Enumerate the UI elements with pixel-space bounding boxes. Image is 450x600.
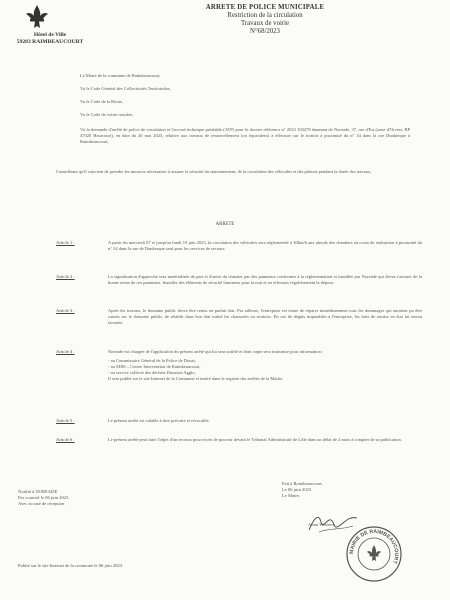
article-4-body [108,349,422,382]
article-5-label: Article 5 : [56,418,75,423]
decree-number: N°68/2023 [250,28,280,35]
article-3-text: Après les travaux, le domaine public devra être remis en parfait état. Par ailleurs, l'entreprise est tenue de réparer immédiatement tous les dommages qui auraient pu être causés sur le domaine public, de rétablir dans leur état initial les chaussées ou trottoirs. En cas de dégâts imputables à l'entreprise, les frais de remise en état lui seront facturés. [108,308,422,326]
notification-block [18,489,68,508]
hotel-line-2: 59283 RAIMBEAUCOURT [16,39,84,45]
decree-subtitle-1: Restriction de la circulation [227,12,303,19]
notification-line-1: Notifié à NOREADE [18,489,58,494]
article-6-text: Le présent arrêté peut faire l'objet d'un recours pour excès de pouvoir devant le Tribunal Administratif de Lille dans un délai de 2 mois à compter de sa publication. [108,437,402,442]
article-2-label: Article 2 : [56,274,75,279]
town-hall-header [10,32,90,46]
article-4-label: Article 4 : [56,349,75,354]
vu-code-voirie: Vu le Code de voirie routière, [80,112,134,117]
hotel-line-1: Hôtel de Ville [33,32,67,38]
decree-subtitle-2: Travaux de voirie [240,20,290,27]
article-1-label: Article 1 : [56,240,75,245]
article-4-bullet-1: - au Commissaire Général de la Police de Douai, [108,358,196,364]
considerant: Considérant qu'il convient de prendre les mesures nécessaires à assurer la sécurité du stationnement, de la circulation des véhicules et des piétons pendant la durée des travaux, [56,169,372,174]
notification-line-2: Par courriel le 06 juin 2023 [18,495,69,501]
article-4-text: Noreade est chargée de l'application du présent arrêté qui lui sera notifié et dont copie sera transmise pour information : [108,349,324,354]
vu-demande: Vu la demande d'arrêté de police de circulation et l'accord technique préalable (ATP) pour le dossier référence n° 2023 103278 émanant de Noreade, 37, rue d'Est (zone d'Orvers, BP 47020 Hautcourt), en date du 26 mai 2023, relative aux travaux de renouvellement (ou équivalent) à effectuer sur le trottoir à proximité du n° 34 dans la rue Dunkerque à Raimbeaucourt, [80,127,410,145]
article-4-bullet-4: Il sera publié sur le site Internet de la Commune et inséré dans le registre des arrêtés de la Mairie. [108,376,284,382]
notification-line-3: Avec accusé de réception [18,501,65,507]
signature-title: Le Maire, [282,493,301,499]
article-6-label: Article 6 : [56,437,75,442]
decree-title: ARRETE DE POLICE MUNICIPALE [205,4,325,11]
article-1-text: A partir du mercredi 07 et jusqu'au lundi 19 juin 2023, la circulation des véhicules sera réglementée à 30km/h aux abords des chantiers en cours de réalisation à proximité du n° 34 dans la rue de Dunkerque sauf pour les services de secours. [108,240,422,252]
stamp-text: MAIRIE DE RAIMBEAUCOURT [348,528,400,565]
signature-date: Le 06 juin 2023 [282,487,312,493]
fleur-de-lis-crest-icon [22,4,52,30]
maire-line: Le Maire de la commune de Raimbeaucourt, [80,73,161,78]
decree-title-block [150,4,380,36]
article-3-label: Article 3 : [56,308,75,313]
publication-line: Publié sur le site Internet de la commune le 06 juin 2023 [18,563,122,568]
vu-code-route: Vu le Code de la Route, [80,99,123,104]
article-4-bullet-2: - au SDIS – Centre Intervention de Raimbeaucourt, [108,364,201,370]
signatory-name: Alain Wistrem [308,521,335,527]
article-2-text: La signalisation d'approche sera matérialisée de part et d'autre du chantier par des panneaux conformes à la réglementation et installée par Noreade qui devra s'assurer de la bonne tenue de ces panneaux. Installer des éléments de sécurité lumineux pour la nuit et en effectuer régulièrement la dépose. [108,274,422,286]
arrete-heading: ARRETE [215,222,235,227]
signature-place: Fait à Raimbeaucourt, [282,481,323,486]
article-4-bullet-3: - au service collecte des déchets Douaisis Agglo, [108,370,196,376]
article-5-text: Le présent arrêté est valable à titre précaire et révocable. [108,418,210,423]
vu-cgct: Vu le Code Général des Collectivités Territoriales, [80,86,171,91]
official-stamp-icon [344,524,404,584]
